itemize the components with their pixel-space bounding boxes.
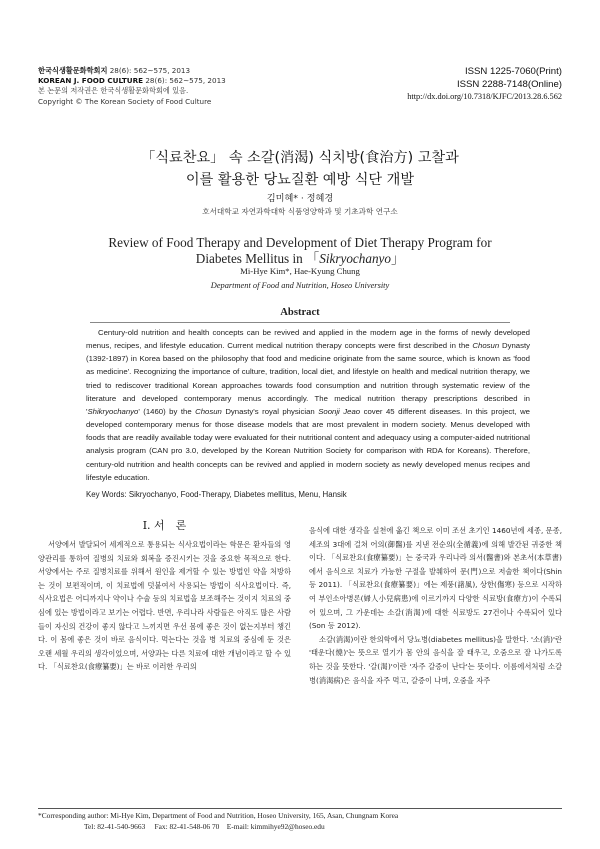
issn-online: ISSN 2288-7148(Online) [456, 78, 562, 90]
journal-header [38, 66, 338, 107]
issn-block [332, 66, 562, 104]
abstract-divider [90, 322, 510, 323]
journal-volume-en: 28(6): 562~575, 2013 [143, 76, 226, 86]
body-paragraph: 서양에서 발달되어 세계적으로 통용되는 식사요법이라는 학문은 환자들의 영양관리를 통하여 질병의 치료와 회복을 증진시키는 것을 중요한 목적으로 한다. 서양에서는 주로 질병치료를 위해서 원인을 제거할 수 있는 방법인 약을 처방하는 것이 보편적이며, 이 치료법에 덧붙여서 사용되는 방법이 식사요법이다. 즉, 식사요법은 어디까지나 약이나 수술 등의 치료법을 보조해주는 것이지 치료의 중심에 있는 방법이라고 보기는 어렵다. 반면, 우리나라 사람들은 아직도 많은 사람들이 자신의 건강이 좋지 않다고 느끼지면 우선 몸에 좋은 것이 없는지부터 챙긴다. 이 몸에 좋은 것이 바로 음식이다. 먹는다는 것을 병 치료의 중심에 둔 것은 오랜 세월 우리의 생각이었으며, 서양과는 다른 치료에 대한 개념이라고 할 수 있다. 「식료찬요(食療纂要)」는 바로 이러한 우리의 [38, 540, 291, 672]
copyright: Copyright © The Korean Society of Food Culture [38, 96, 212, 106]
footnote-line2: Tel: 82-41-540-9663 Fax: 82-41-548-06 70 E-mail: kimmihye92@hoseo.edu [84, 821, 325, 831]
section-heading-introduction: I. 서 론 [142, 519, 187, 532]
title-korean-line1: 「식료찬요」 속 소갈(消渴) 식치방(食治方) 고찰과 [141, 150, 459, 166]
issn-print: ISSN 1225-7060(Print) [464, 66, 562, 77]
copyright-note: 본 논문의 저작권은 한국식생활문화학회에 있음. [38, 86, 189, 96]
footnote-divider [38, 808, 562, 809]
body-column-left [38, 538, 291, 674]
journal-name-ko: 한국식생활문화학회지 [38, 66, 108, 75]
keywords-label: Key Words: [86, 490, 129, 499]
authors-korean: 김미혜* · 정혜경 [266, 193, 334, 204]
keywords-text: Sikryochanyo, Food-Therapy, Diabetes mellitus, Menu, Hansik [128, 490, 347, 499]
journal-volume-ko: 28(6): 562~575, 2013 [107, 66, 191, 75]
doi-link[interactable]: http://dx.doi.org/10.7318/KJFC/2013.28.6.562 [407, 92, 562, 102]
affiliation-english: Department of Food and Nutrition, Hoseo University [210, 281, 390, 290]
keywords [86, 490, 536, 499]
abstract-heading: Abstract [280, 307, 320, 318]
body-paragraph: 음식에 대한 생각을 실천에 옮긴 책으로 이미 조선 초기인 1460년에 세종, 문종, 세조의 3대에 걸쳐 어의(御醫)를 지낸 전순의(全循義)에 의해 발간된 귀중한 책이다. 「식료찬요(食療纂要)」는 중국과 우리나라 의서(醫書)와 본초서(本草書)에서 음식으로 치료가 가능한 구절을 발췌하여 문(門)으로 저술한 책이다(Shin 등 2011). 「식료찬요(食療纂要)」에는 제풍(諸風), 상한(傷寒) 등으로 시작하여 부인소아병론(婦人小兒病患)에 이르기까지 다양한 식료방(食療方)이 수록되어 있으며, 그 가운데는 소갈(消渴)에 대한 식료방도 27건이나 수록되어 있다(Son 등 2012). [309, 526, 562, 631]
body-column-right [309, 524, 562, 687]
title-english-line2: Diabetes Mellitus in 「Sikryochanyo」 [195, 251, 405, 266]
affiliation-korean: 호서대학교 자연과학대학 식품영양학과 및 기초과학 연구소 [202, 207, 398, 216]
footnote [38, 811, 568, 832]
title-english-line1: Review of Food Therapy and Development of Diet Therapy Program for [108, 235, 492, 250]
title-korean [40, 148, 560, 191]
abstract-text: Century-old nutrition and health concepts can be revived and applied in the modern age in the forms of newly developed menus, recipes, and lifestyle education. Current medical nutrition therapy concepts were first described in the Chosun Dynasty (1392-1897) in Korea based on the philosophy that food and medicine originate from the same source, which is known as 'food as medicine'. Recognizing the importance of culture, tradition, local diet, and lifestyle on health and medical nutrition therapy, we tried to rediscover traditional Korean approaches towards food consumption and nutrition through systematic review of the literature and developed contemporary menus accordingly. The medical nutrition therapy prescriptions described in 'Shikryochanyo' (1460) by the Chosun Dynasty's royal physician Soonji Jeao cover 45 different diseases. In this project, we developed contemporary menus for those disease models that are most prevalent in modern society. Menus developed with foods that are readily available today were evaluated for their nutritional content and adequacy using a computer-aided nutritional analysis program (CAN pro 3.0, developed by the Korean Nutrition Society for comparison with RDA for Koreans). Therefore, century-old nutrition and health concepts can be revived and applied in modern society as newly developed menus recipes and lifestyle education. [86, 328, 530, 482]
footnote-line1: *Corresponding author: Mi-Hye Kim, Department of Food and Nutrition, Hoseo University, 165, Asan, Chungnam Korea [38, 811, 399, 820]
authors-english: Mi-Hye Kim*, Hae-Kyung Chung [240, 266, 360, 276]
body-paragraph: 소갈(消渴)이란 한의학에서 당뇨병(diabetes mellitus)을 말한다. '소(消)'란 '태운다(燒)'는 뜻으로 열기가 몸 안의 음식을 잘 태우고, 오줌으로 잘 나가도록 하는 것을 뜻한다. '갈(渴)'이란 '자주 갈증이 난다'는 뜻이다. 이름에서처럼 소갈병(消渴病)은 음식을 자주 먹고, 갈증이 나며, 오줌을 자주 [309, 634, 562, 685]
journal-name-en: KOREAN J. FOOD CULTURE [38, 76, 144, 86]
title-korean-line2: 이를 활용한 당뇨질환 예방 식단 개발 [185, 171, 415, 188]
title-english [40, 235, 560, 267]
